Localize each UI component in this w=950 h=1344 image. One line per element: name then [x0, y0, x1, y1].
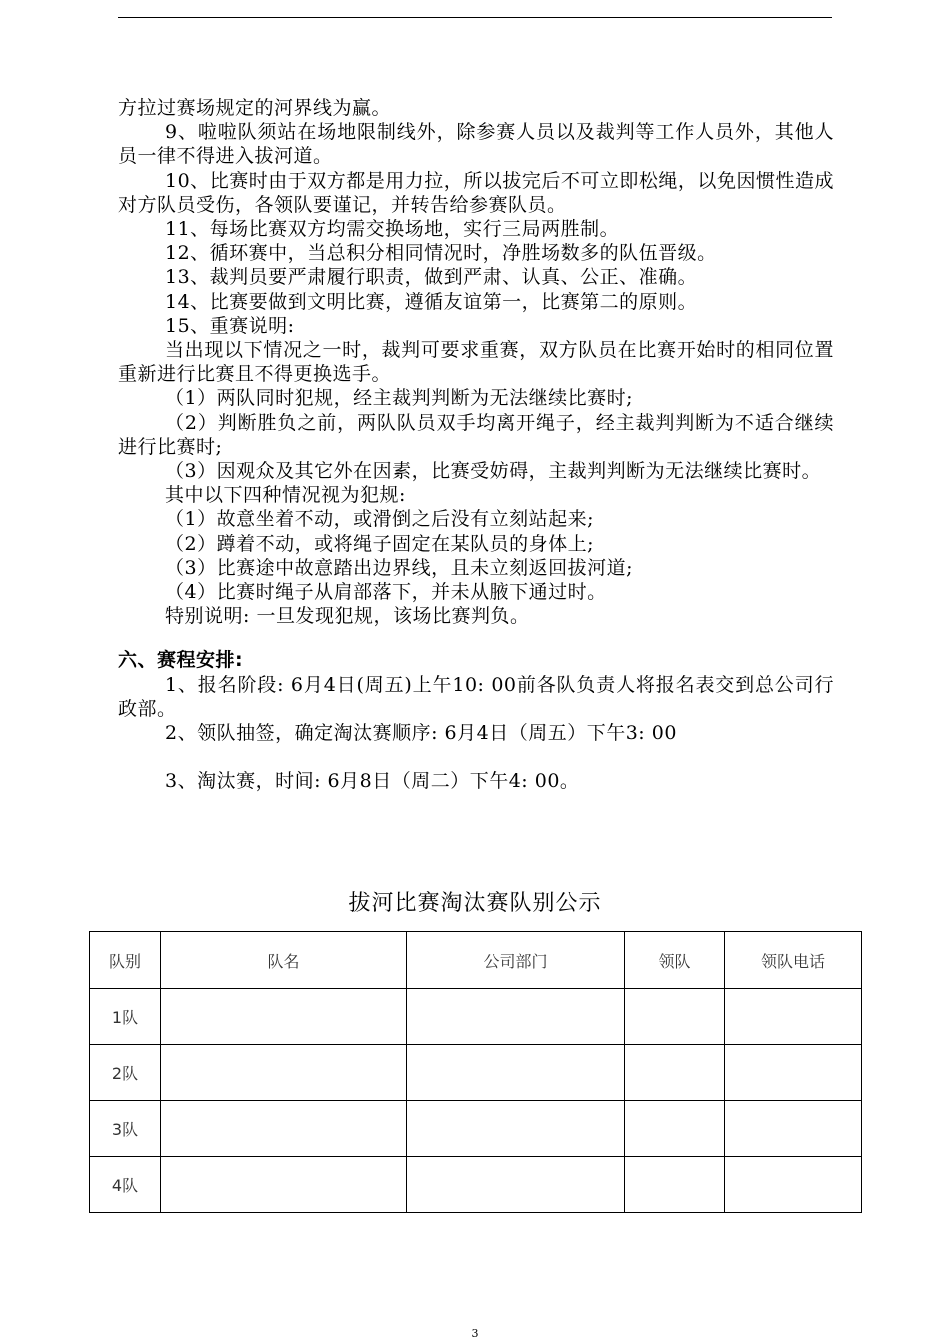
schedule-item-registration: 1、报名阶段: 6月4日(周五)上午10: 00前各队负责人将报名表交到总公司行政部。 — [118, 673, 834, 720]
table-body — [90, 989, 862, 1213]
team-number-cell: 3队 — [90, 1101, 161, 1157]
team-name-cell — [161, 989, 407, 1045]
rule-paragraph: （1）两队同时犯规，经主裁判判断为无法继续比赛时; — [165, 387, 633, 410]
department-cell — [407, 1045, 625, 1101]
column-header-leader-phone: 领队电话 — [725, 932, 862, 989]
leader-phone-cell — [725, 1045, 862, 1101]
rule-paragraph: 10、比赛时由于双方都是用力拉，所以拔完后不可立即松绳，以免因惯性造成对方队员受伤，各领队要谨记，并转告给参赛队员。 — [118, 169, 834, 216]
schedule-item-knockout: 3、淘汰赛，时间: 6月8日（周二）下午4: 00。 — [165, 770, 580, 793]
table-title: 拔河比赛淘汰赛队别公示 — [348, 891, 602, 916]
leader-cell — [625, 1157, 725, 1213]
rule-paragraph: 方拉过赛场规定的河界线为赢。 — [118, 97, 392, 119]
column-header-team-name: 队名 — [161, 932, 407, 989]
column-header-leader: 领队 — [625, 932, 725, 989]
rule-paragraph: 13、裁判员要严肃履行职责，做到严肃、认真、公正、准确。 — [165, 266, 698, 289]
document-body — [118, 96, 834, 793]
table-row — [90, 989, 862, 1045]
rule-paragraph: 其中以下四种情况视为犯规: — [165, 484, 406, 507]
leader-phone-cell — [725, 1157, 862, 1213]
team-number-cell: 2队 — [90, 1045, 161, 1101]
leader-cell — [625, 1045, 725, 1101]
rule-paragraph: （2）判断胜负之前，两队队员双手均离开绳子，经主裁判判断为不适合继续进行比赛时; — [118, 411, 834, 458]
table-header-row — [90, 932, 862, 989]
rule-paragraph: （3）因观众及其它外在因素，比赛受妨碍，主裁判判断为无法继续比赛时。 — [165, 460, 822, 483]
rule-paragraph: （3）比赛途中故意踏出边界线，且未立刻返回拔河道; — [165, 556, 633, 579]
table-row — [90, 1045, 862, 1101]
team-roster-table — [89, 931, 862, 1213]
column-header-team-number: 队别 — [90, 932, 161, 989]
column-header-department: 公司部门 — [407, 932, 625, 989]
header-rule — [118, 17, 832, 18]
rule-paragraph: 11、每场比赛双方均需交换场地，实行三局两胜制。 — [165, 218, 620, 241]
department-cell — [407, 1101, 625, 1157]
schedule-item-draw: 2、领队抽签，确定淘汰赛顺序: 6月4日（周五）下午3: 00 — [165, 722, 677, 745]
rule-paragraph: （1）故意坐着不动，或滑倒之后没有立刻站起来; — [165, 508, 594, 531]
table-row — [90, 1157, 862, 1213]
leader-phone-cell — [725, 1101, 862, 1157]
team-number-cell: 1队 — [90, 989, 161, 1045]
team-name-cell — [161, 1157, 407, 1213]
team-name-cell — [161, 1045, 407, 1101]
table-row — [90, 1101, 862, 1157]
rule-paragraph: 12、循环赛中，当总积分相同情况时，净胜场数多的队伍晋级。 — [165, 242, 717, 265]
leader-cell — [625, 1101, 725, 1157]
department-cell — [407, 989, 625, 1045]
rule-paragraph: 当出现以下情况之一时，裁判可要求重赛，双方队员在比赛开始时的相同位置重新进行比赛且不得更换选手。 — [118, 339, 834, 386]
rule-paragraph: 特别说明: 一旦发现犯规，该场比赛判负。 — [165, 605, 530, 628]
rule-paragraph: 15、重赛说明: — [165, 314, 295, 337]
rule-paragraph: 14、比赛要做到文明比赛，遵循友谊第一，比赛第二的原则。 — [165, 290, 698, 313]
team-number-cell: 4队 — [90, 1157, 161, 1213]
rules-list — [118, 96, 834, 628]
department-cell — [407, 1157, 625, 1213]
team-name-cell — [161, 1101, 407, 1157]
page-number: 3 — [471, 1327, 479, 1340]
leader-cell — [625, 989, 725, 1045]
rule-paragraph: （2）蹲着不动，或将绳子固定在某队员的身体上; — [165, 532, 594, 555]
schedule-heading: 六、赛程安排: — [118, 649, 244, 672]
rule-paragraph: （4）比赛时绳子从肩部落下，并未从腋下通过时。 — [165, 581, 607, 604]
rule-paragraph: 9、啦啦队须站在场地限制线外，除参赛人员以及裁判等工作人员外，其他人员一律不得进入拔河道。 — [118, 121, 834, 168]
leader-phone-cell — [725, 989, 862, 1045]
